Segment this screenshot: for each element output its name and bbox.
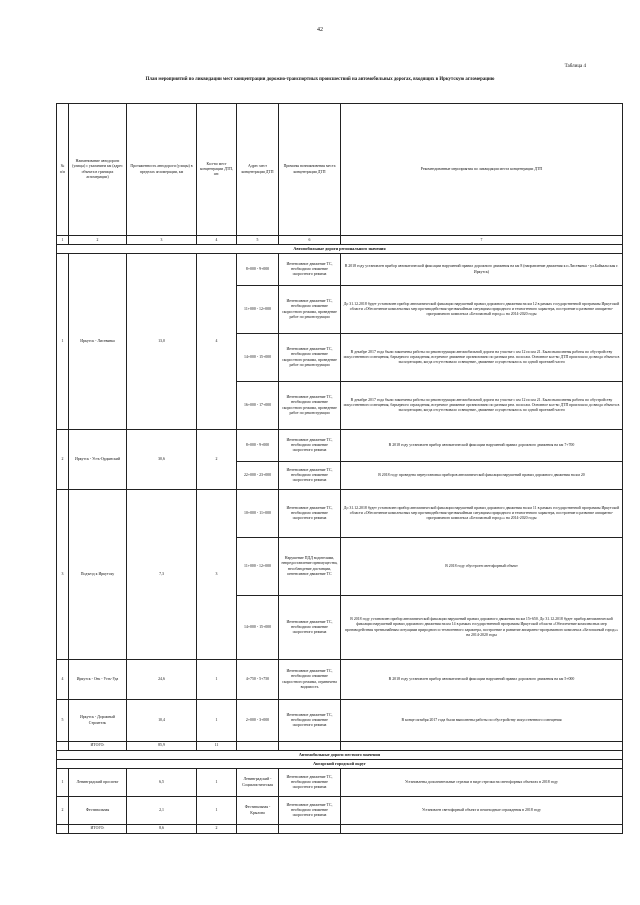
subsection-header-row — [57, 760, 623, 769]
site-cause: Интенсивное движение ТС, необходимо снижение скоростного режима, проведение работ по реконструкции — [279, 286, 341, 334]
site-measure: До 31.12.2018 будет установлен прибор автоматической фиксации нарушений правил дорожного движения на км 12 в рамках государственной программы Иркутской области «Обеспечение комплексных мер противодействия чрезвычайным ситуациям природного и техногенного характера, построение и развитие аппаратно-программного комплекса «Безопасный город»» на 2014-2020 годы — [341, 286, 623, 334]
road-length: 13,0 — [127, 254, 197, 430]
total-length: 85,9 — [127, 742, 197, 751]
road-length: 24,6 — [127, 660, 197, 700]
road-name: Иркутск - Усть-Ордынский — [69, 430, 127, 490]
site-measure: В декабре 2017 года были закончены работы по реконструкции автомобильной дороги на участке с км 12 по км 21. Были выполнены работы по обустройству искусственного освещения, барьерного ограждения, встречное движение организовано по разным рем. полосам. Основное кол-во ДТП произошло до ввода объекта в эксплуатацию, когда отсутствовало освещение, движение осуществлялось по одной проезжей части — [341, 382, 623, 430]
row-number: 5 — [57, 700, 69, 742]
site-measure: В 2018 году проведена переустановка приборов автоматической фиксации нарушений правил дорожного движения на км 20 — [341, 462, 623, 490]
empty-cell — [237, 825, 279, 834]
site-cause: Интенсивное движение ТС, необходимо снижение скоростного режима, проведение работ по реконструкции — [279, 334, 341, 382]
empty-cell — [237, 742, 279, 751]
empty-cell — [341, 742, 623, 751]
table-number: Таблица 4 — [564, 64, 586, 69]
site-measure: В 2018 году установлен прибор автоматической фиксации нарушений правил дорожного движения на км 15+650. До 31.12.2018 будет прибор автоматической фиксации нарушений правил дорожного движения на км 14 в рамках государственной программы Иркутской области «Обеспечение комплексных мер противодействия чрезвычайным ситуациям природного и техногенного характера, построение и развитие аппаратно-программного комплекса «Безопасный город»» на 2014-2020 годы — [341, 596, 623, 660]
column-number: 4 — [197, 236, 237, 245]
site-measure: В 2018 году установлен прибор автоматической фиксации нарушений правил дорожного движения на км 5+000 — [341, 660, 623, 700]
site-measure: В конце октября 2017 года были выполнены работы по обустройству искусственного освещения — [341, 700, 623, 742]
site-count: 1 — [197, 797, 237, 825]
column-number: 3 — [127, 236, 197, 245]
site-cause: Интенсивное движение ТС, необходимо снижение скоростного режима — [279, 430, 341, 462]
road-name: Подъезд к Иркутску — [69, 490, 127, 660]
row-number: 2 — [57, 430, 69, 490]
site-address: Ленинградский - Социалистическая — [237, 769, 279, 797]
row-number: 3 — [57, 490, 69, 660]
total-label: ИТОГО: — [69, 825, 127, 834]
site-measure: Установлен светофорный объект и пешеходные ограждения в 2018 году — [341, 797, 623, 825]
site-address: 4+750 - 5+750 — [237, 660, 279, 700]
site-cause: Интенсивное движение ТС, необходимо снижение скоростного режима — [279, 462, 341, 490]
site-address: 14+000 - 15+000 — [237, 334, 279, 382]
total-count: 2 — [197, 825, 237, 834]
site-cause: Интенсивное движение ТС, необходимо снижение скоростного режима — [279, 596, 341, 660]
section-regional-title: Автомобильные дороги регионального значения — [57, 245, 623, 254]
section-header-row — [57, 751, 623, 760]
row-number: 4 — [57, 660, 69, 700]
site-cause: Интенсивное движение ТС, необходимо снижение скоростного режима — [279, 254, 341, 286]
site-address: 11+000 - 12+000 — [237, 286, 279, 334]
header-measures: Рекомендованные мероприятия по ликвидации места концентрации ДТП — [341, 104, 623, 236]
site-cause: Интенсивное движение ТС, необходимо снижение скоростного режима — [279, 490, 341, 538]
header-num: № п/п — [57, 104, 69, 236]
site-measure: В 2018 году обустроен светофорный объект — [341, 538, 623, 596]
site-cause: Интенсивное движение ТС, необходимо снижение скоростного режима, ограничена видимость — [279, 660, 341, 700]
site-address: 22+000 - 23+000 — [237, 462, 279, 490]
site-measure: В декабре 2017 года были закончены работы по реконструкции автомобильной дороги на участке с км 12 по км 21. Были выполнены работы по обустройству искусственного освещения, барьерного ограждения, встречное движение организовано по разным рем. полосам. Основное кол-во ДТП произошло до ввода объекта в эксплуатацию, когда отсутствовало освещение, движение осуществлялось по одной проезжей части — [341, 334, 623, 382]
empty-cell — [341, 825, 623, 834]
row-number: 2 — [57, 797, 69, 825]
site-count: 1 — [197, 700, 237, 742]
page-number: 42 — [317, 27, 323, 33]
site-cause: Интенсивное движение ТС, необходимо снижение скоростного режима — [279, 700, 341, 742]
site-address: 8+000 - 9+000 — [237, 430, 279, 462]
road-length: 30,6 — [127, 430, 197, 490]
empty-cell — [279, 742, 341, 751]
site-cause: Интенсивное движение ТС, необходимо снижение скоростного режима, проведение работ по реконструкции — [279, 382, 341, 430]
site-address: 2+000 - 3+000 — [237, 700, 279, 742]
site-count: 1 — [197, 769, 237, 797]
table-row — [57, 797, 623, 825]
site-address: Фестивальная - Крылова — [237, 797, 279, 825]
total-count: 11 — [197, 742, 237, 751]
site-measure: До 31.12.2018 будет установлен прибор автоматической фиксации нарушений правил дорожного движения на км 11 в рамках государственной программы Иркутской области «Обеспечение комплексных мер противодействия чрезвычайным ситуациям природного и техногенного характера, построение и развитие аппаратно-программного комплекса «Безопасный город»» на 2014-2020 годы — [341, 490, 623, 538]
subsection-angarsk-title: Ангарский городской округ — [57, 760, 623, 769]
table-row — [57, 700, 623, 742]
site-cause: Интенсивное движение ТС, необходимо снижение скоростного режима — [279, 797, 341, 825]
road-name: Фестивальная — [69, 797, 127, 825]
table-row — [57, 490, 623, 538]
total-row — [57, 825, 623, 834]
site-count: 4 — [197, 254, 237, 430]
row-number: 1 — [57, 769, 69, 797]
row-number: 1 — [57, 254, 69, 430]
site-address: 10+000 - 11+000 — [237, 490, 279, 538]
total-row — [57, 742, 623, 751]
column-number-row — [57, 236, 623, 245]
road-length: 6,5 — [127, 769, 197, 797]
section-header-row — [57, 245, 623, 254]
road-length: 10,4 — [127, 700, 197, 742]
site-address: 16+000 - 17+000 — [237, 382, 279, 430]
section-local-title: Автомобильные дороги местного значения — [57, 751, 623, 760]
site-address: 11+000 - 12+000 — [237, 538, 279, 596]
header-count: Кол-во мест концентрации ДТП, шт. — [197, 104, 237, 236]
road-name: Иркутск - Листвянка — [69, 254, 127, 430]
empty-cell — [57, 742, 69, 751]
site-count: 1 — [197, 660, 237, 700]
road-name: Иркутск - Дорожный Строитель — [69, 700, 127, 742]
empty-cell — [57, 825, 69, 834]
column-number: 7 — [341, 236, 623, 245]
column-number: 2 — [69, 236, 127, 245]
site-count: 3 — [197, 490, 237, 660]
header-length: Протяженность автодороги (улицы) в пределах агломерации, км — [127, 104, 197, 236]
document-title: План мероприятий по ликвидации мест концентрации дорожно-транспортных происшествий на автомобильных дорогах, входящих в Иркутскую агломерацию — [145, 77, 495, 82]
road-length: 2,1 — [127, 797, 197, 825]
site-count: 2 — [197, 430, 237, 490]
table-row — [57, 430, 623, 462]
column-number: 1 — [57, 236, 69, 245]
road-name: Иркутск - Оек - Усть-Уда — [69, 660, 127, 700]
empty-cell — [279, 825, 341, 834]
road-name: Ленинградский проспект — [69, 769, 127, 797]
site-measure: Установлены дополнительные стрелки в виде стрелки на светофорных объектах в 2018 году — [341, 769, 623, 797]
site-measure: В 2018 году установлен прибор автоматической фиксации нарушений правил дорожного движения на км 8 (направление движения к п.Листвянка - ул.Байкальская г. Иркутск) — [341, 254, 623, 286]
header-row — [57, 104, 623, 236]
site-address: 14+000 - 15+000 — [237, 596, 279, 660]
total-label: ИТОГО: — [69, 742, 127, 751]
header-address: Адрес мест концентрации ДТП — [237, 104, 279, 236]
site-cause: Нарушение ПДД водителями, непредоставление преимущества, несоблюдение дистанции, интенсивное движение ТС — [279, 538, 341, 596]
site-measure: В 2018 году установлен прибор автоматической фиксации нарушений правил дорожного движения на км 7+700 — [341, 430, 623, 462]
table-row — [57, 254, 623, 286]
total-length: 8,6 — [127, 825, 197, 834]
column-number: 6 — [279, 236, 341, 245]
header-causes: Причины возникновения места концентрации ДТП — [279, 104, 341, 236]
column-number: 5 — [237, 236, 279, 245]
measures-table — [56, 103, 623, 834]
site-cause: Интенсивное движение ТС, необходимо снижение скоростного режима — [279, 769, 341, 797]
table-row — [57, 660, 623, 700]
road-length: 7,3 — [127, 490, 197, 660]
site-address: 8+000 - 9+000 — [237, 254, 279, 286]
header-road-name: Наименование автодороги (улицы) с указанием км (адрес объекта в границах агломерации) — [69, 104, 127, 236]
table-row — [57, 769, 623, 797]
